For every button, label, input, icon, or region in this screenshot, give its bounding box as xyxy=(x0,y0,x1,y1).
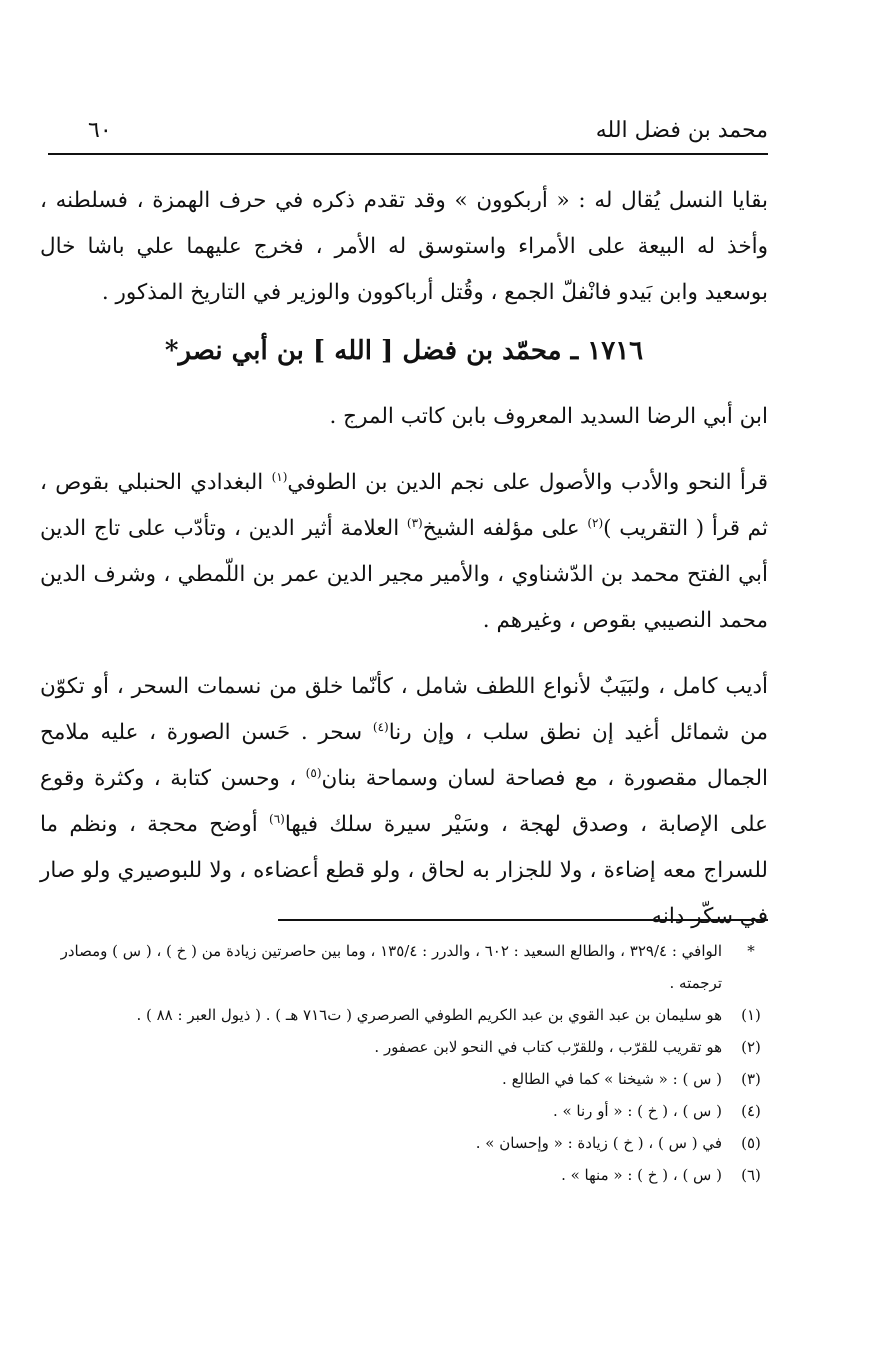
page-header xyxy=(48,112,768,154)
footnote-4 xyxy=(40,1095,768,1127)
paragraph-3 xyxy=(40,460,768,644)
header-divider xyxy=(48,153,768,155)
paragraph-1: بقايا النسل يُقال له : « أربكوون » وقد تقدم ذكره في حرف الهمزة ، فسلطنه ، وأخذ له البيعة على الأمراء واستوسق له الأمر ، فخرج عليهما علي باشا خال بوسعيد وابن بَيدو فانْفلّ الجمع ، وقُتل أرباكوون والوزير في التاريخ المذكور . xyxy=(40,188,768,305)
paragraph-3-part-c: على مؤلفه الشيخ xyxy=(422,516,588,541)
paragraph-4-part-c: ، وحسن كتابة ، وكثرة وقوع على الإصابة ، وصدق لهجة ، وسَيْر سيرة سلك فيها xyxy=(40,766,768,837)
footnote-text: ( س ) ، ( خ ) : « أو رنا » . xyxy=(552,1102,722,1120)
footnote-1 xyxy=(40,999,768,1031)
footnote-divider xyxy=(278,919,768,921)
main-text xyxy=(40,178,768,940)
footnote-mark: (٦) xyxy=(741,1166,761,1184)
paragraph-2: ابن أبي الرضا السديد المعروف بابن كاتب المرج . xyxy=(329,404,768,429)
footnote-ref-3[interactable]: (٣) xyxy=(406,515,423,530)
footnote-text: ( س ) : « شيخنا » كما في الطالع . xyxy=(502,1070,722,1088)
paragraph-4-part-d: أوضح محجة ، ونظم ما للسراج معه إضاءة ، ولا للجزار به لحاق ، ولو قطع أعضاءه ، ولا للبوصيري ولو صار في سكّر دانه xyxy=(40,812,768,929)
footnote-text: هو تقريب للقرّب ، وللقرّب كتاب في النحو لابن عصفور . xyxy=(374,1038,722,1056)
footnote-mark: (٢) xyxy=(741,1038,761,1056)
footnote-mark: (٤) xyxy=(741,1102,761,1120)
footnote-ref-4[interactable]: (٤) xyxy=(372,719,389,734)
footnote-text: في ( س ) ، ( خ ) زيادة : « وإحسان » . xyxy=(475,1134,722,1152)
paragraph-gap xyxy=(40,440,768,460)
footnotes xyxy=(40,935,768,1191)
footnote-text: هو سليمان بن عبد القوي بن عبد الكريم الطوفي الصرصري ( ت٧١٦ هـ ) . ( ذيول العبر : ٨٨ ) . xyxy=(136,1006,722,1024)
paragraph-4-part-b: سحر . حَسن الصورة ، عليه ملامح الجمال مقصورة ، مع فصاحة لسان وسماحة بنان xyxy=(40,720,769,791)
paragraph-4 xyxy=(40,664,768,940)
paragraph-3-part-a: قرأ النحو والأدب والأصول على نجم الدين بن الطوفي xyxy=(287,470,768,495)
footnote-text: ( س ) ، ( خ ) : « منها » . xyxy=(561,1166,722,1184)
footnote-ref-2[interactable]: (٢) xyxy=(587,515,604,530)
footnote-ref-6[interactable]: (٦) xyxy=(269,811,285,826)
running-title: محمد بن فضل الله xyxy=(595,118,768,143)
footnote-5 xyxy=(40,1127,768,1159)
footnote-mark: (٥) xyxy=(741,1134,761,1152)
paragraph-gap xyxy=(40,644,768,664)
footnote-ref-5[interactable]: (٥) xyxy=(305,765,322,780)
footnote-ref-1[interactable]: (١) xyxy=(271,469,288,484)
footnote-2 xyxy=(40,1031,768,1063)
footnote-6 xyxy=(40,1159,768,1191)
page-number: ٦٠ xyxy=(88,118,112,143)
paragraph-3-part-d: العلامة أثير الدين ، وتأدّب على تاج الدين أبي الفتح محمد بن الدّشناوي ، والأمير مجير الدين عمر بن اللّمطي ، وشرف الدين محمد النصيبي بقوص ، وغيرهم . xyxy=(40,516,768,633)
footnote-star xyxy=(40,935,768,999)
footnote-3 xyxy=(40,1063,768,1095)
paragraph-4-part-a: أديب كامل ، ولبَيَبٌ لأنواع اللطف شامل ، كأنّما خلق من نسمات السحر ، أو تكوّن من شمائل أغيد إن نطق سلب ، وإن رنا xyxy=(40,674,768,745)
entry-title: ١٧١٦ ـ محمّد بن فضل [ الله ] بن أبي نصر* xyxy=(164,336,644,366)
footnote-mark: (٣) xyxy=(741,1070,761,1088)
paragraph-3-part-b: البغدادي الحنبلي بقوص ، ثم قرأ ( التقريب ) xyxy=(40,470,768,541)
footnote-text: الوافي : ٣٢٩/٤ ، والطالع السعيد : ٦٠٢ ، والدرر : ١٣٥/٤ ، وما بين حاصرتين زيادة من ( خ ) ، ( س ) ومصادر ترجمته . xyxy=(60,942,722,992)
footnote-mark: * xyxy=(747,942,755,960)
footnote-mark: (١) xyxy=(741,1006,761,1024)
